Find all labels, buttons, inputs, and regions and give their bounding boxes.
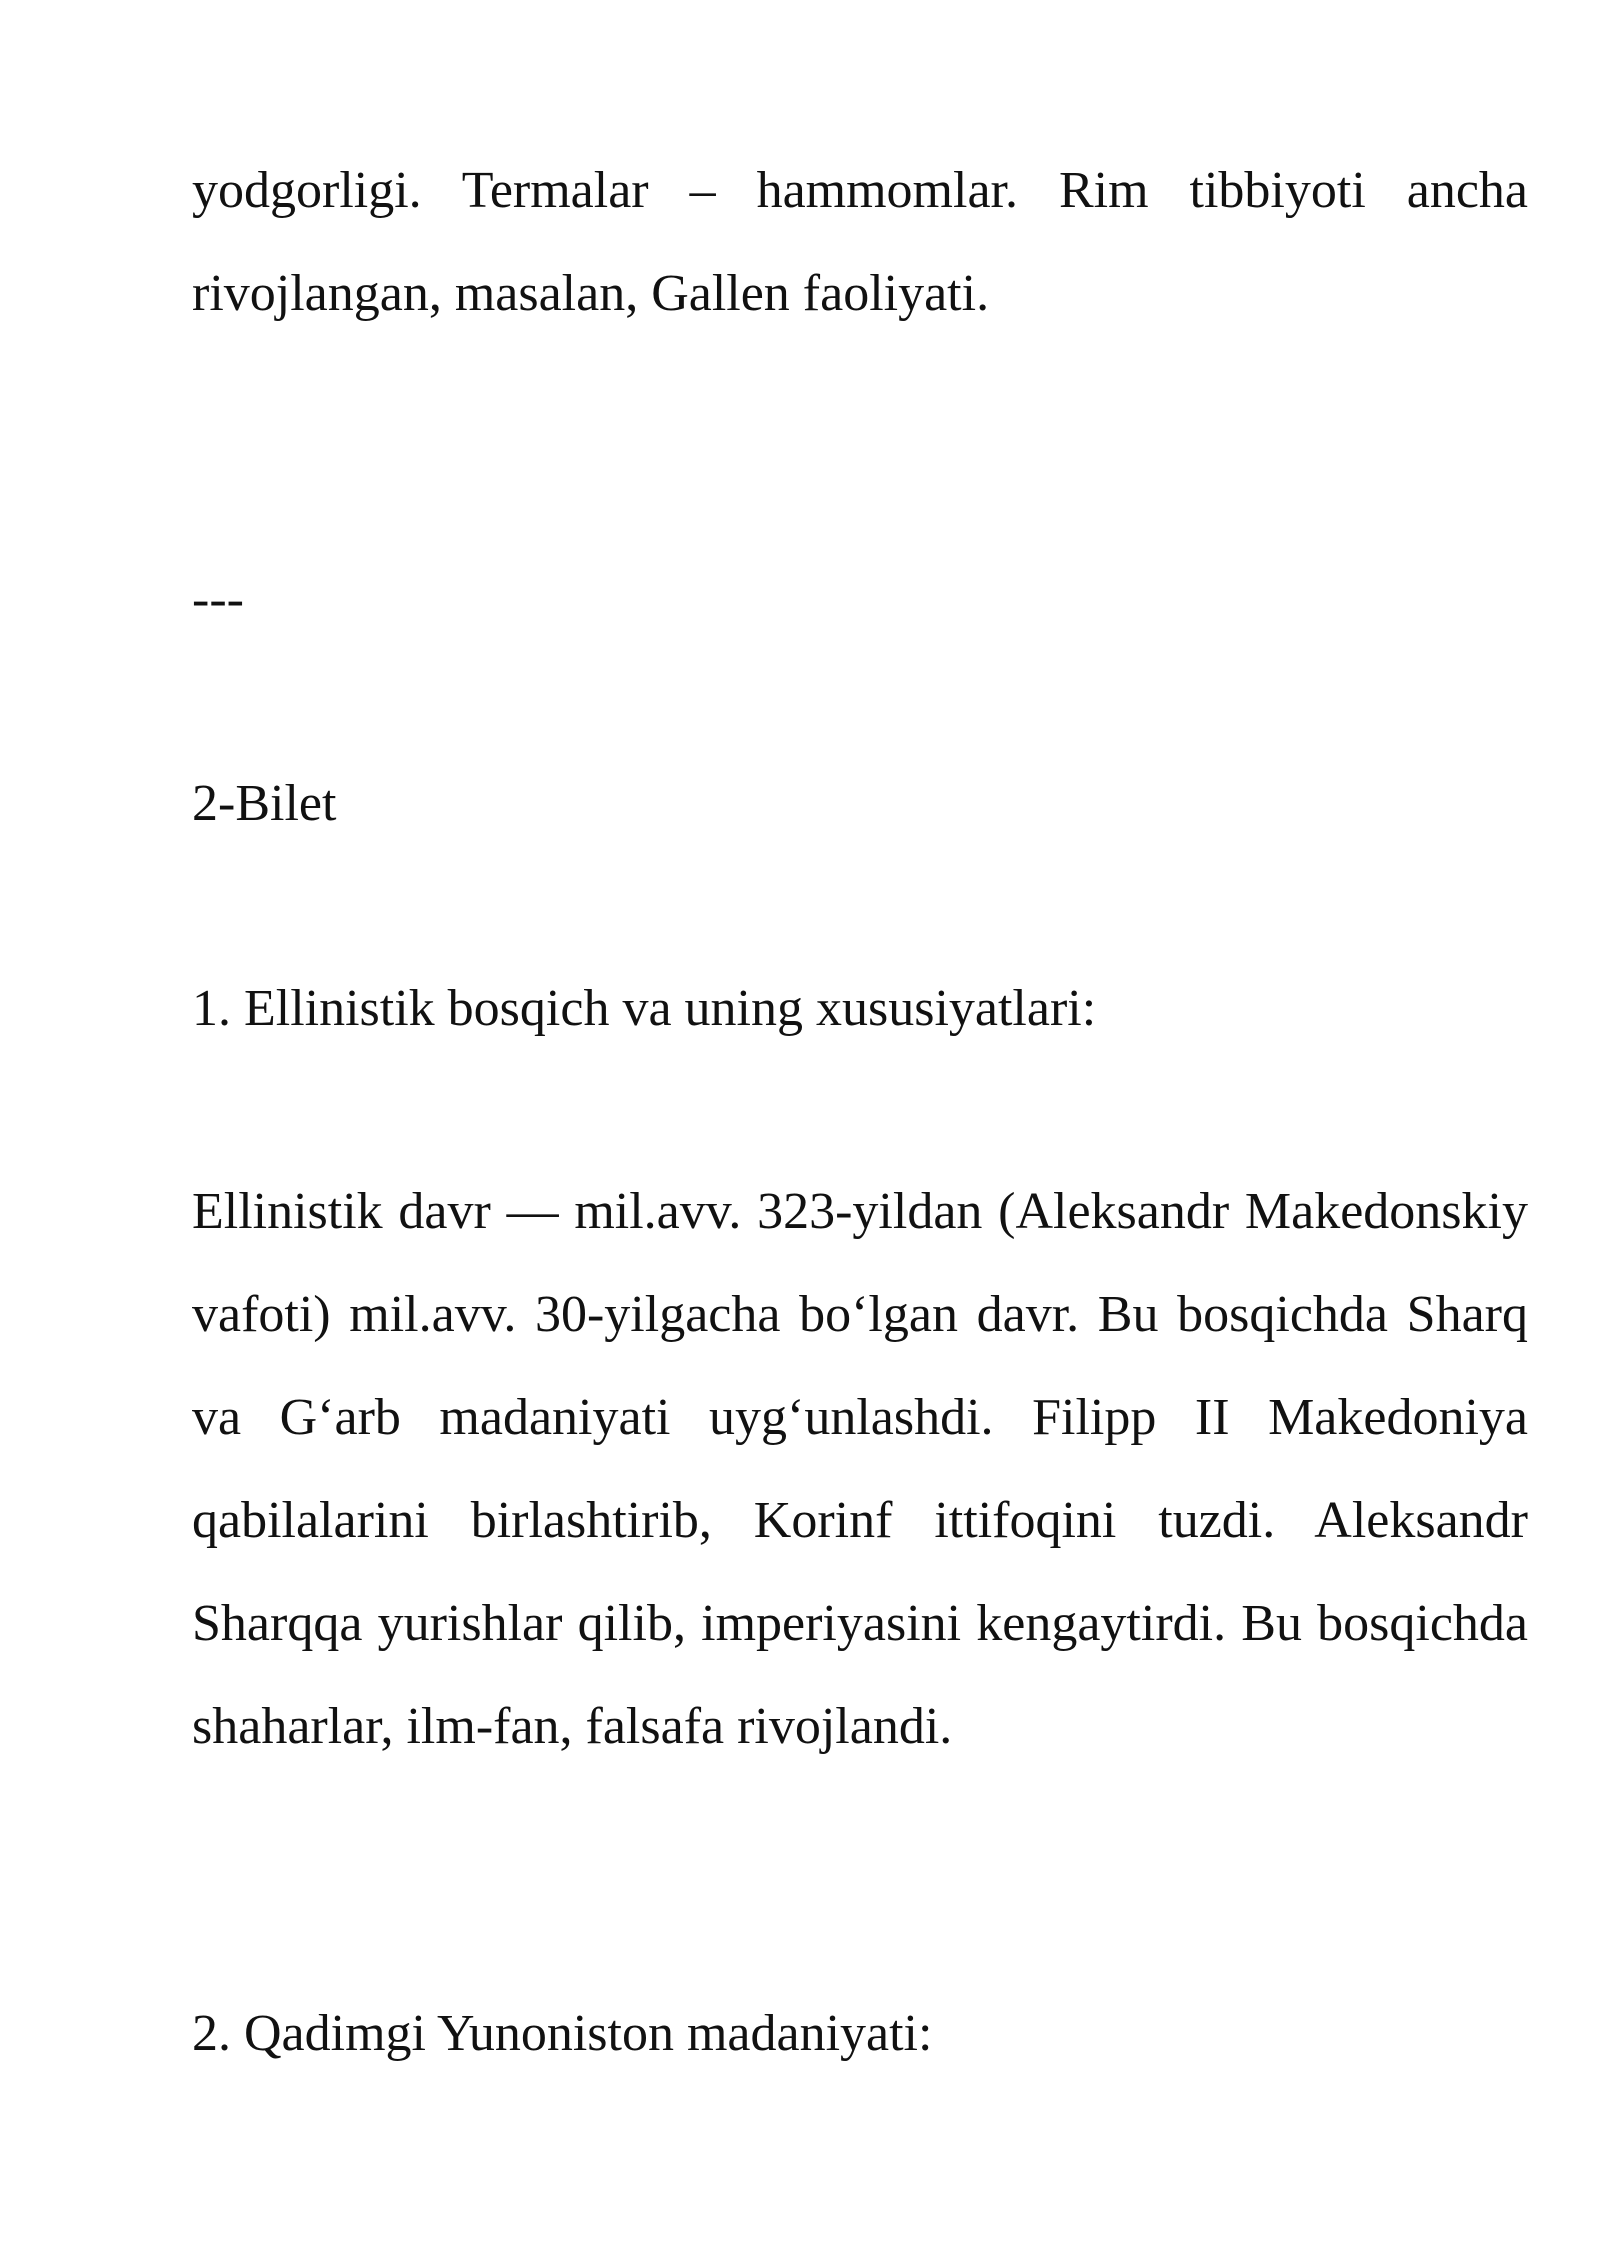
question-1-body: Ellinistik davr — mil.avv. 323-yildan (Aleksandr Makedonskiy vafoti) mil.avv. 30-yilgacha bo‘lgan davr. Bu bosqichda Sharq va G‘arb madaniyati uyg‘unlashdi. Filipp II Makedoniya qabilalarini birlashtirib, Korinf ittifoqini tuzdi. Aleksandr Sharqqa yurishlar qilib, imperiyasini kengaytirdi. Bu bosqichda shaharlar, ilm-fan, falsafa rivojlandi.	[192, 1183, 1528, 1755]
question-1-heading: 1. Ellinistik bosqich va uning xususiyatlari:	[192, 980, 1097, 1037]
section-separator: ---	[192, 571, 244, 628]
intro-paragraph: yodgorligi. Termalar – hammomlar. Rim tibbiyoti ancha rivojlangan, masalan, Gallen faoliyati.	[192, 162, 1528, 322]
ticket-title: 2-Bilet	[192, 775, 337, 832]
question-2-heading: 2. Qadimgi Yunoniston madaniyati:	[192, 2005, 933, 2062]
